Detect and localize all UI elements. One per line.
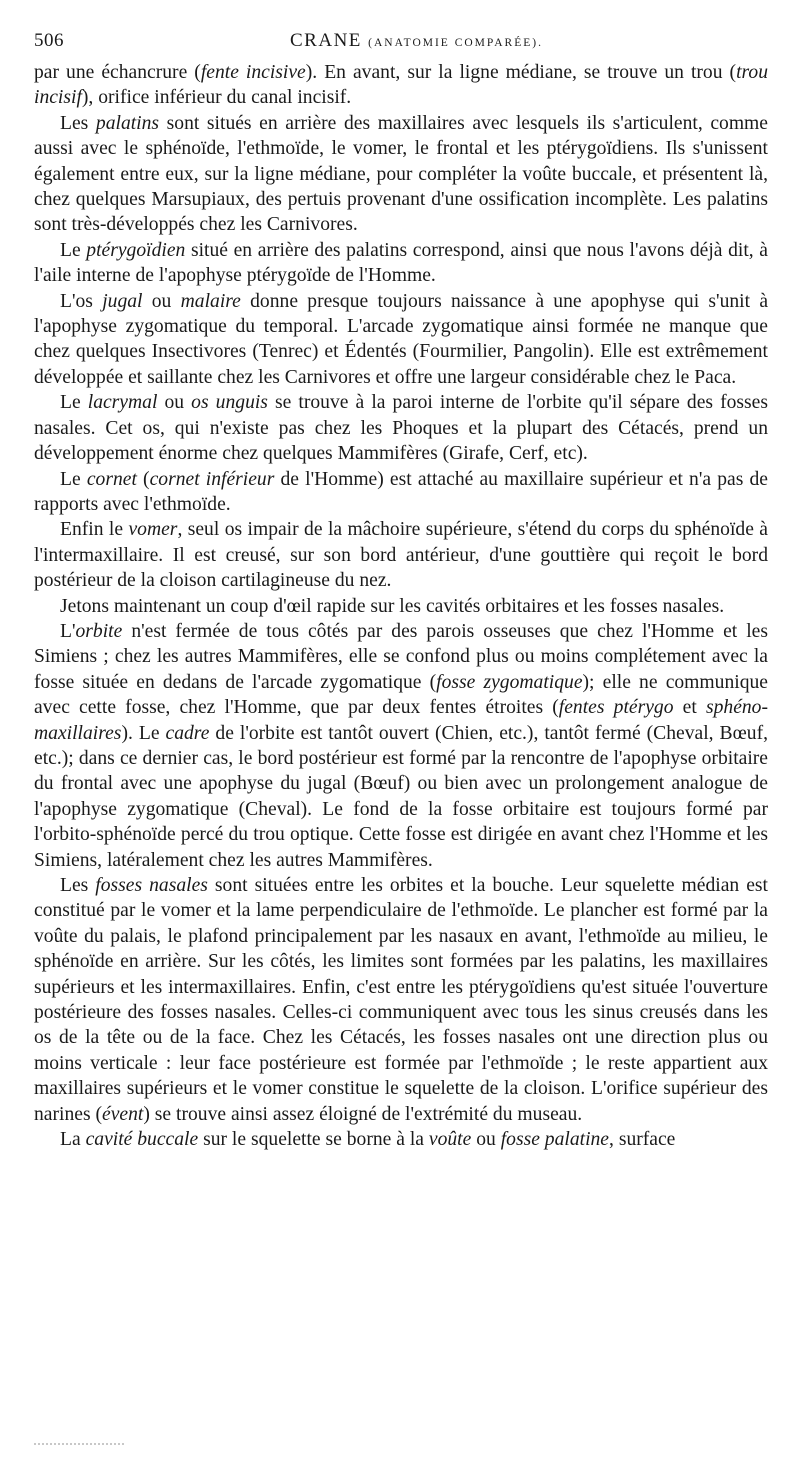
text-run: donne presque toujours naissance à une apophyse qui s'unit à l'apophyse zygomatique du temporal. L'arcade zygomatique ainsi formée ne manque que chez quelques Insectivores (Tenrec) et Édentés (Fourmilier, Pangolin). Elle est extrêmement développée et saillante chez les Carnivores et offre une largeur considérable chez le Paca. [34,290,769,388]
text-run: , seul os impair de la mâchoire supérieure, s'étend du corps du sphénoïde à l'intermaxillaire. Il est creusé, sur son bord antérieur, d'une gouttière qui reçoit le bord postérieur de la cloison cartilagineuse du nez. [34,519,769,592]
italic-term: cadre [165,722,210,744]
text-run: se trouve à la paroi interne de l'orbite qu'il sépare des fosses nasales. Cet os, qui n'existe pas chez les Phoques et la plupart des Cétacés, prend un développement énorme chez quelques Mammifères (Girafe, Cerf, etc). [34,392,769,465]
italic-term: vomer [128,519,178,541]
text-run: ), orifice inférieur du canal incisif. [81,87,352,109]
paragraph-continuation [34,60,768,111]
text-run: Le [60,239,87,261]
italic-term: fosse zygomatique [436,671,583,693]
text-run: de l'Homme) est attaché au maxillaire supérieur et n'a pas de rapports avec l'ethmoïde. [34,468,768,515]
text-run: L'os [60,290,103,312]
italic-term: jugal [102,290,143,312]
text-run: Enfin le [60,519,129,541]
paragraph-lacrymal [34,390,768,466]
paragraph-fosses-nasales [34,873,768,1127]
paragraph-cornet [34,467,768,518]
paragraph-cavite-buccale [34,1127,768,1152]
footer-printer-mark [34,1443,124,1445]
italic-term: fente incisive [200,62,306,83]
paragraph-palatins [34,111,768,238]
running-title [290,30,543,52]
italic-term: trou incisif [34,62,769,109]
paragraph-vomer [34,517,768,593]
body-text [34,60,768,1152]
italic-term: fosse palatine [500,1129,610,1151]
text-run: ( [136,468,150,490]
text-run: Jetons maintenant un coup d'œil rapide sur les cavités orbitaires et les fosses nasales. [60,595,725,617]
text-run: La [60,1129,86,1151]
text-run: par une échancrure ( [34,62,201,83]
italic-term: ptérygoïdien [86,239,186,261]
italic-term: os unguis [191,392,268,414]
italic-term: orbite [75,620,123,642]
running-title-subtitle: (ANATOMIE COMPARÉE). [368,37,543,49]
italic-term: malaire [180,290,241,312]
italic-term: lacrymal [87,392,158,414]
text-run: n'est fermée de tous côtés par des parois osseuses que chez l'Homme et les Simiens ; chez les autres Mammifères, elle se confond plus ou moins complétement avec la fosse située en dedans de l'arcade zygomatique ( [34,620,768,693]
text-run: et [673,697,706,719]
text-run: sur le squelette se borne à la [198,1129,429,1151]
italic-term: cornet [86,468,137,490]
page-number: 506 [34,30,64,51]
text-run: ). En avant, sur la ligne médiane, se trouve un trou ( [305,62,737,83]
text-run: L' [60,620,76,642]
running-header [34,30,774,58]
italic-term: palatins [95,112,160,134]
italic-term: cornet inférieur [149,468,275,490]
text-run: ). Le [121,722,166,744]
text-run: Les [60,112,96,134]
paragraph-cavites [34,594,768,619]
text-run: ) se trouve ainsi assez éloigné de l'extrémité du museau. [143,1103,583,1125]
text-run: situé en arrière des palatins correspond, ainsi que nous l'avons déjà dit, à l'aile interne de l'apophyse ptérygoïde de l'Homme. [34,239,768,287]
text-run: de l'orbite est tantôt ouvert (Chien, etc.), tantôt fermé (Cheval, Bœuf, etc.); dans ce dernier cas, le bord postérieur est formé par la rencontre de l'apophyse orbitaire du frontal avec une apophyse du jugal (Bœuf) ou bien avec un prolongement analogue de l'apophyse zygomatique (Cheval). Le fond de la fosse orbitaire est toujours formé par l'orbito-sphénoïde percé du trou optique. Cette fosse est dirigée en avant chez l'Homme et les Simiens, latéralement chez les autres Mammifères. [34,722,768,871]
paragraph-jugal [34,289,768,391]
italic-term: évent [102,1103,144,1125]
italic-term: fosses nasales [95,875,208,896]
italic-term: cavité buccale [85,1129,199,1151]
text-run: Le [60,392,88,414]
text-run: ou [471,1129,501,1151]
italic-term: voûte [428,1129,472,1151]
paragraph-pterygoidien [34,238,768,289]
text-run: ); elle ne communique avec cette fosse, chez l'Homme, que par deux fentes étroites ( [34,671,768,719]
text-run: ou [157,392,192,414]
text-run: sont situés en arrière des maxillaires avec lesquels ils s'articulent, comme aussi avec le sphénoïde, l'ethmoïde, le vomer, le frontal et les ptérygoïdiens. Ils s'unissent également entre eux, sur la ligne médiane, pour compléter la voûte buccale, et présentent là, chez quelques Marsupiaux, des pertuis provenant d'une ossification incomplète. Les palatins sont très-développés chez les Carnivores. [34,112,768,236]
text-run: sont situées entre les orbites et la bouche. Leur squelette médian est constitué par le vomer et la lame perpendiculaire de l'ethmoïde. Le plancher est formé par la voûte du palais, le plafond principalement par les nasaux en avant, l'ethmoïde au milieu, le sphénoïde en arrière. Sur les côtés, les limites sont formées par les palatins, les maxillaires supérieurs et les intermaxillaires. Enfin, c'est entre les ptérygoïdiens qu'est située l'ouverture postérieure des fosses nasales. Celles-ci communiquent avec tous les sinus creusés dans les os de la tête ou de la face. Chez les Cétacés, les fosses nasales ont une direction plus ou moins verticale : leur face postérieure est formée par l'ethmoïde ; le reste appartient aux maxillaires supérieurs et le vomer constitue le squelette de la cloison. L'orifice supérieur des narines ( [34,875,768,1125]
text-run: Les [60,875,96,896]
italic-term: fentes ptérygo [558,697,674,719]
text-run: , surface [609,1129,676,1151]
running-title-main: CRANE [290,30,362,51]
italic-term: sphéno-maxillaires [34,697,769,744]
text-run: Le [60,468,87,490]
text-run: ou [142,290,181,312]
paragraph-orbite [34,619,768,873]
